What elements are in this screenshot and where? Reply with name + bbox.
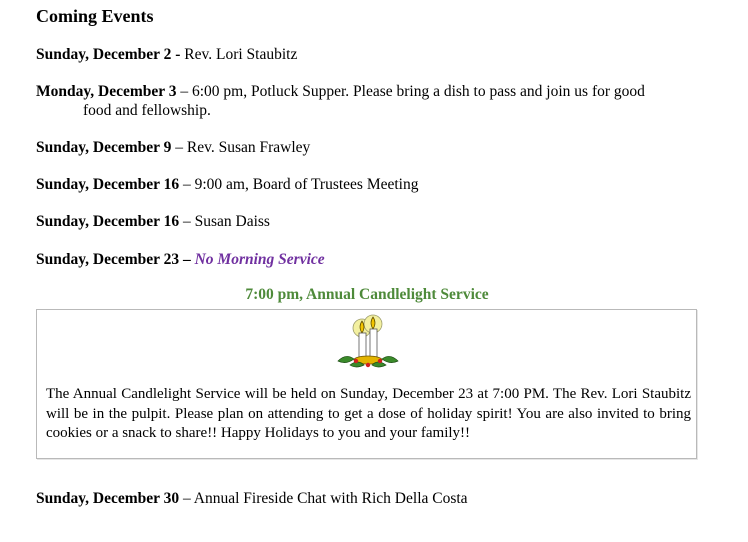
page-title: Coming Events: [36, 6, 154, 26]
event-text: 6:00 pm, Potluck Supper. Please bring a dish to pass and join us for good: [191, 83, 645, 100]
event-item: Monday, December 3 – 6:00 pm, Potluck Supper. Please bring a dish to pass and join us for good food and fellowship.: [36, 83, 645, 119]
event-item: [36, 250, 325, 269]
event-item: Sunday, December 16 – Susan Daiss: [36, 213, 270, 230]
event-item: [36, 45, 297, 64]
event-text: Annual Fireside Chat with Rich Della Costa: [193, 490, 468, 507]
event-text: Rev. Lori Staubitz: [180, 46, 298, 63]
event-item: Sunday, December 30 – Annual Fireside Chat with Rich Della Costa: [36, 490, 468, 507]
event-text-continued: food and fellowship.: [83, 102, 211, 119]
event-date: Sunday, December 16: [36, 213, 180, 230]
event-date: Sunday, December 23 –: [36, 251, 191, 268]
event-date: Monday, December 3: [36, 83, 177, 100]
event-date: Sunday, December 16: [36, 176, 180, 193]
candlelight-heading: 7:00 pm, Annual Candlelight Service: [245, 286, 489, 303]
event-text: Rev. Susan Frawley: [186, 139, 311, 156]
event-item: Sunday, December 9 – Rev. Susan Frawley: [36, 139, 311, 156]
event-date: Sunday, December 2 -: [36, 46, 181, 63]
candles-icon: [332, 313, 402, 373]
event-text: 9:00 am, Board of Trustees Meeting: [194, 176, 419, 193]
event-date: Sunday, December 30: [36, 490, 180, 507]
event-item: Sunday, December 16 – 9:00 am, Board of Trustees Meeting: [36, 176, 419, 193]
event-date: Sunday, December 9: [36, 139, 172, 156]
event-text-highlight: No Morning Service: [194, 251, 325, 268]
announcement-text: The Annual Candlelight Service will be held on Sunday, December 23 at 7:00 PM. The Rev. Lori Staubitz will be in the pulpit. Please plan on attending to get a dose of holiday spirit! You are also invited to bring cookies or a snack to share!! Happy Holidays to you and your family!!: [46, 386, 691, 441]
event-text: Susan Daiss: [194, 213, 270, 230]
